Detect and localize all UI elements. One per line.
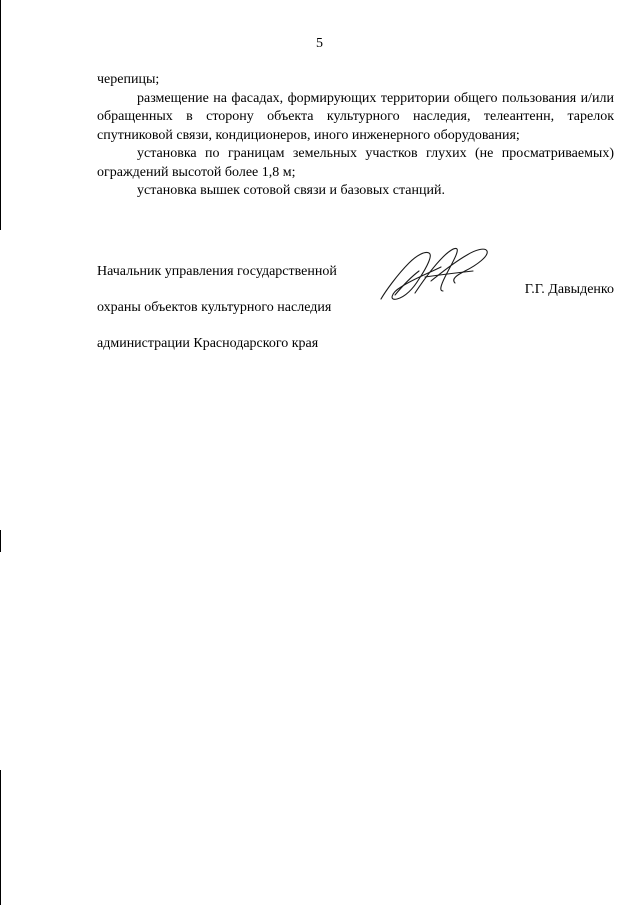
signer-name: Г.Г. Давыденко [524, 282, 614, 297]
signature-block [97, 245, 617, 351]
scan-edge-mark [0, 770, 1, 905]
page-number: 5 [316, 36, 323, 51]
body-paragraph: установка вышек сотовой связи и базовых станций. [137, 183, 445, 198]
body-paragraph: размещение на фасадах, формирующих территории общего пользования и/или обращенных в сторону объекта культурного наследия, телеантенн, тарелок спутниковой связи, кондиционеров, иного инженерного оборудования; [97, 90, 614, 143]
scan-edge-mark [0, 0, 1, 230]
signer-position-line: охраны объектов культурного наследия [97, 300, 332, 315]
body-paragraph: установка по границам земельных участков глухих (не просматриваемых) ограждений высотой более 1,8 м; [97, 146, 614, 180]
scan-edge-mark [0, 530, 1, 552]
signer-position-line: Начальник управления государственной [97, 264, 337, 279]
body-paragraph-continuation: черепицы; [97, 72, 160, 87]
signer-position-line: администрации Краснодарского края [97, 336, 319, 351]
signer-position [97, 245, 337, 371]
document-body [97, 71, 614, 201]
handwritten-signature [375, 237, 495, 307]
